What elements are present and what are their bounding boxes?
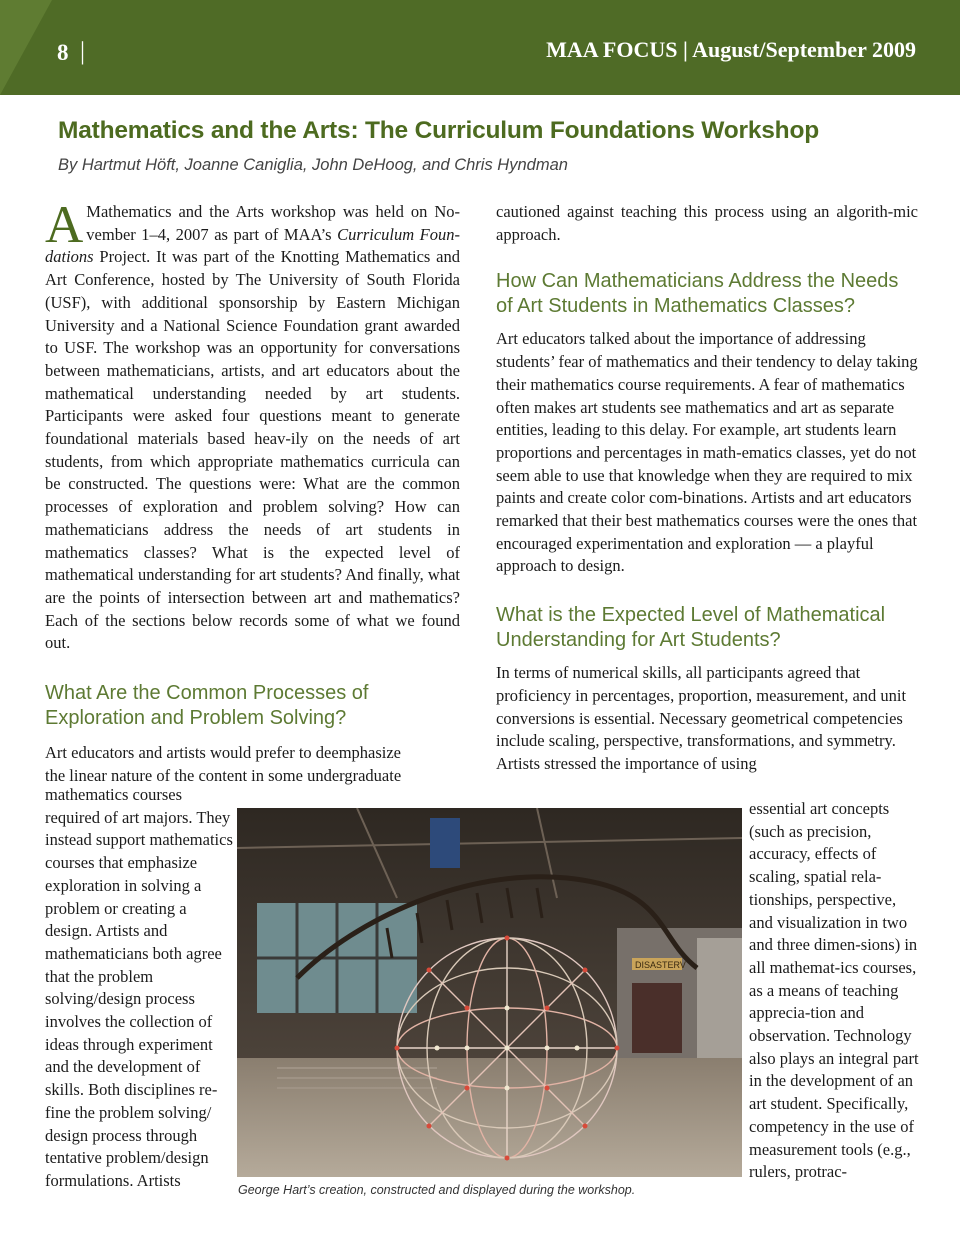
intro-line-3: Project. It was part of the Knotting Mathematics [93, 247, 431, 267]
left-column [45, 196, 460, 787]
page-number: 8 [57, 40, 69, 65]
right-column [496, 201, 918, 776]
photo-caption: George Hart’s creation, constructed and displayed during the workshop. [238, 1183, 636, 1197]
article-byline: By Hartmut Höft, Joanne Caniglia, John DeHoog, and Chris Hyndman [58, 156, 568, 174]
header-fold-decoration [0, 0, 52, 95]
photo-sign-text: DISASTERV [635, 960, 686, 970]
intro-italic-2: dations [45, 247, 94, 267]
workshop-photo [237, 808, 742, 1177]
section-heading-processes: What Are the Common Processes of Exploration and Problem Solving? [45, 682, 369, 730]
page-header [0, 0, 960, 95]
continued-paragraph: cautioned against teaching this process using an algorith-mic approach. [496, 202, 918, 244]
intro-paragraph [45, 196, 460, 655]
section1-line: Art educators and artists would prefer to deemphasize [45, 743, 401, 763]
drop-cap: A [45, 196, 84, 254]
right-wrap-paragraph: essential art concepts (such as precision, accuracy, effects of scaling, spatial rela-tionships, perspective, and visualization in two and three dimen-sions) in all mathemat-ics courses, as a means of teaching apprecia-tion and observation. Technology also plays an integral part in the development of an art student. Specifically, competency in the use of measurement tools (e.g., rulers, protrac- [749, 799, 919, 1182]
photo-illustration [237, 808, 742, 1177]
page-number-separator: | [80, 38, 86, 65]
section1-line: the linear nature of the content in some undergraduate [45, 765, 402, 785]
section-heading-expected-level: What is the Expected Level of Mathematical Understanding for Art Students? [496, 604, 886, 652]
right-wrap-text [749, 798, 924, 1184]
intro-line-1: Mathematics and the Arts workshop was held on No- [86, 202, 460, 221]
expected-level-paragraph: In terms of numerical skills, all participants agreed that proficiency in percentages, proportion, measurement, and unit conversions is essential. Necessary geometrical competencies include scaling, perspective, transformations, and symmetry. Artists stressed the importance of using [496, 663, 907, 773]
section-heading-needs: How Can Mathematicians Address the Needs of Art Students in Mathematics Classes? [496, 270, 899, 318]
intro-italic-1: Curriculum Foun- [337, 224, 460, 244]
intro-body: and Art Conference, hosted by The University of South Florida (USF), with additional sponsorship by Eastern Michigan University and a National Science Foundation grant awarded to USF. The workshop was an opportunity for conversations between mathematicians, artists, and art educators about the mathematical understanding needed by art students. Participants were asked four questions meant to generate foundational materials based heav-ily on the needs of art students, from which appropriate mathematics curricula can be constructed. The questions were: What are the common processes of exploration and problem solving? How can mathematicians address the needs of art students in mathematics classes? What is the expected level of mathematical understanding for art students? And finally, what are the points of intersection between art and mathematics? Each of the sections below records some of what we found out. [45, 247, 460, 653]
left-wrap-paragraph: mathematics courses required of art majors. They instead support mathematics courses that emphasize exploration in solving a problem or creating a design. Artists and mathematicians both agree that the problem solving/design process involves the collection of ideas through experiment and the development of skills. Both disciplines re-fine the problem solving/ design process through tentative problem/design formulations. Artists [45, 785, 233, 1190]
article-title: Mathematics and the Arts: The Curriculum Foundations Workshop [58, 117, 819, 144]
needs-paragraph: Art educators talked about the importance of addressing students’ fear of mathematics and their tendency to delay taking their mathematics course requirements. A fear of mathematics often makes art students see mathematics and art as separate entities, leading to this delay. For example, art students learn proportions and percentages in math-ematics classes, yet do not seem able to use that knowledge when they are required to mix paints and create color com-binations. Artists and art educators remarked that their best mathematics courses were the ones that encouraged experimentation and exploration — a playful approach to design. [496, 329, 918, 576]
masthead: MAA FOCUS | August/September 2009 [546, 37, 916, 62]
intro-line-2: vember 1–4, 2007 as part of MAA’s [86, 224, 338, 244]
left-wrap-text [45, 784, 235, 1193]
